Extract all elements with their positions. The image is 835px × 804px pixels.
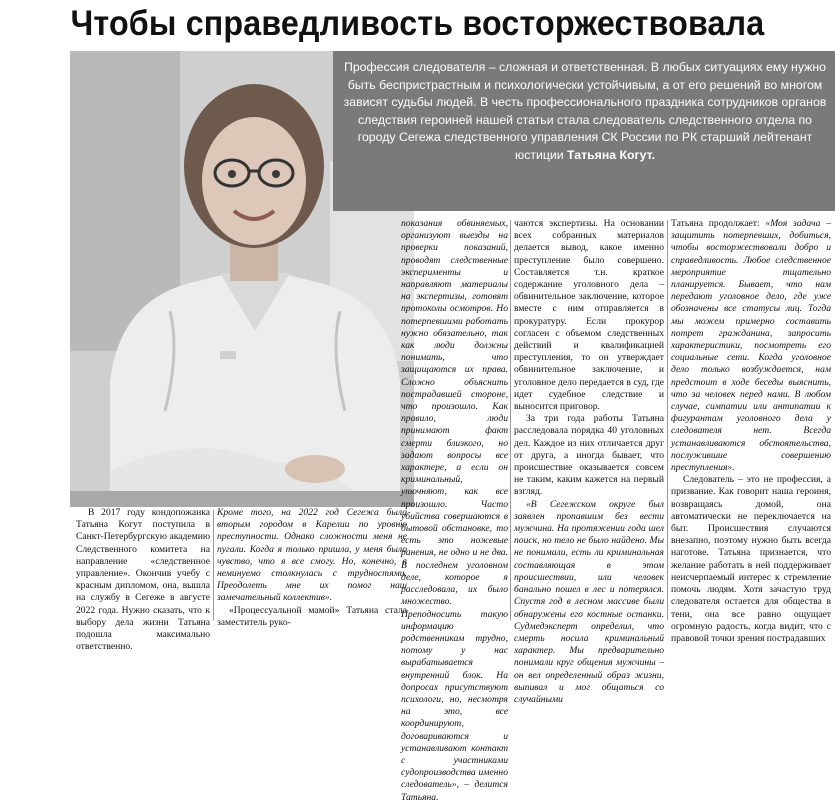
- column-2: [217, 507, 407, 628]
- column-4-quote: «В Сегежском округе был заявлен пропавшим без вести мужчина. На протяжении года шел поиск, но тело не было найдено. Мы не понимали, есть ли криминальная составляющая в этом происшествии, или человек банально пошел в лес и потерялся. Спустя год в лесном массиве были обнаружены его костные останки. Судмедэксперт определил, что смерть носила криминальный характер. Мы предварительно понимали круг общения мужчины – он вел определенный образ жизни, выпивал и мог общаться со случайными: [514, 498, 664, 705]
- lead-box: [333, 51, 835, 211]
- column-5-paragraph: Следователь – это не профессия, а призвание. Как говорит наша героиня, возвращаясь домой, она автоматически не переключается на быт. Происшествия случаются внезапно, поэтому нужно быть всегда наготове. Татьяна признается, что желание работать в ней поддерживает неисчерпаемый интерес к стремление помочь людям. Хотя зачастую труд следователя остается для общества в тени, она все равно ощущает огромную радость, когда видит, что с правовой точки зрения пострадавших: [671, 474, 831, 644]
- column-divider: [213, 510, 214, 620]
- column-3-paragraph: показания обвиняемых, организуют выезды на проверки показаний, проводят следственные эксперименты и направляют материалы на экспертизы, готовят протоколы осмотров. Но потерпевшими работать нужно обязательно, так как люди должны понимать, что защищаются их права. Сложно объяснить пострадавшей стороне, что произошло. Как правило, люди принимают факт смерти близкого, но задают вопросы все характере, а если он криминальный, уточняют, как все произошло. Часто убийства совершаются в бытовой обстановке, то есть это ножевые ранения, не одно и не два. В последнем уголовном деле, которое я расследовала, их было множество. Преподносить такую информацию родственникам трудно, потому у нас вырабатывается внутренний блок. На допросах присутствуют психологи, но, несмотря на это, все координируют, договариваются и устанавливают контакт с участниками судопроизводства именно следователь», – делится Татьяна.: [401, 218, 508, 803]
- lead-name: Татьяна Когут.: [567, 147, 656, 162]
- column-3: [401, 218, 508, 803]
- column-5: [671, 218, 831, 644]
- column-1: [76, 507, 210, 653]
- lead-text: Профессия следователя – сложная и ответственная. В любых ситуациях ему нужно быть беспристрастным и психологически устойчивым, а от его решений во многом зависят судьбы людей. В честь профессионального праздника сотрудников органов следствия героиней нашей статьи стала следователь следственного отдела по городу Сегежа следственного управления СК России по РК старший лейтенант юстиции: [343, 60, 827, 162]
- column-divider: [667, 220, 668, 620]
- column-5-quote: «Моя задача – защитить потерпевших, добиться, чтобы восторжествовали добро и справедливость. Любое следственное мероприятие тщательно планируется. Бывает, что нам передают уголовное дело, где уже обозначены все статусы лиц. Тогда мы можем примерно составить потрет гражданина, запросить характеристики, посмотреть его социальные сети. Когда уголовное дело только возбуждается, нам предстоит в ходе беседы выяснить, что за человек перед нами. В любом случае, симпатии или антипатии к фигурантам уголовного дела у следователя нет. Всегда устанавливаются обстоятельства, послужившие совершению преступления».: [671, 218, 831, 474]
- column-2-paragraph: «Процессуальной мамой» Татьяна стала заместитель руко-: [217, 604, 407, 628]
- column-divider: [510, 220, 511, 620]
- column-4: [514, 218, 664, 705]
- column-2-quote: Кроме того, на 2022 год Сегежа была вторым городом в Карелии по уровню преступности. Однако сложности меня не пугали. Когда я только пришла, у меня было чувство, что я все смогу. Но, конечно, я неминуемо столкнулась с трудностями. Преодолеть мне их помог наш замечательный коллектив».: [217, 507, 407, 604]
- column-1-paragraph: В 2017 году кондопожанка Татьяна Когут поступила в Санкт-Петербургскую академию Следственного комитета на направление «следственное управление». Окончив учебу с красным дипломом, она, вышла на службу в Сегеже в августе 2022 года. Нужно сказать, что к выбору дела жизни Татьяна подошла максимально ответственно.: [76, 507, 210, 653]
- column-4-paragraph-b: За три года работы Татьяна расследовала порядка 40 уголовных дел. Каждое из них отличается друг от друга, а иногда бывает, что происшествие оказывается совсем не таким, каким кажется на первый взгляд.: [514, 413, 664, 498]
- column-4-paragraph-a: чаются экспертизы. На основании всех собранных материалов делается вывод, какое именно преступление было совершено. Составляется т.н. краткое содержание уголовного дела – обвинительное заключение, которое вместе с ним отправляется в прокуратуру. Если прокурор согласен с объемом следственных действий и квалификацией преступления, то он утверждает обвинительное заключение, и уголовное дело передается в суд, где идет судебное следствие и выносится приговор.: [514, 218, 664, 413]
- headline: Чтобы справедливость восторжествовала: [70, 4, 765, 43]
- column-5-intro: Татьяна продолжает:: [671, 218, 760, 229]
